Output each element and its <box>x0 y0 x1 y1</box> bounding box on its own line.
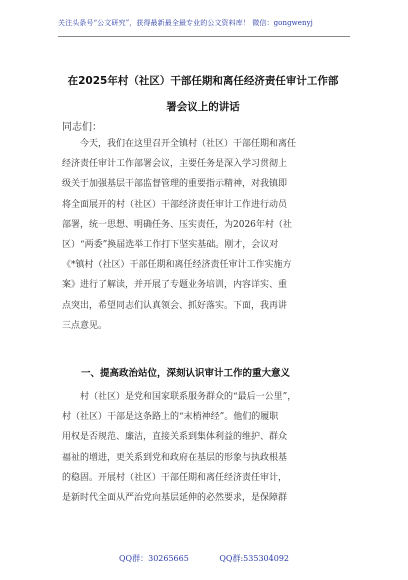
paragraph-line: 今天，我们在这里召开全镇村（社区）干部任期和离任 <box>62 139 297 149</box>
paragraph-line: 案》进行了解读，并开展了专题业务培训，内容详实、重 <box>62 280 288 291</box>
paragraph-line: 经济责任审计工作部署会议，主要任务是深入学习贯彻上 <box>62 159 288 170</box>
section-heading-1: 一、提高政治站位，深刻认识审计工作的重大意义 <box>62 368 291 379</box>
header-divider <box>58 36 350 37</box>
paragraph-line: 点突出，希望同志们认真领会、抓好落实。下面，我再讲 <box>62 300 288 311</box>
document-title <box>62 68 344 120</box>
paragraph-line: 福祉的增进，更关系到党和政府在基层的形象与执政根基 <box>62 452 288 463</box>
title-line-1: 在2025年村（社区）干部任期和离任经济责任审计工作部 <box>67 75 339 87</box>
paragraph-2 <box>62 387 350 508</box>
paragraph-line: 村（社区）干部是这条路上的“末梢神经”。他们的履职 <box>62 412 279 423</box>
paragraph-line: 用权是否规范、廉洁，直接关系到集体利益的维护、群众 <box>62 432 288 443</box>
paragraph-line: 部署，统一思想、明确任务、压实责任，为2026年村（社 <box>62 219 292 230</box>
header-promo-text: 关注头条号“公文研究”，获得最新最全最专业的公文资料库！ 微信：gongwenyj <box>58 19 313 27</box>
paragraph-line: 三点意见。 <box>62 320 108 331</box>
paragraph-line: 区）“两委”换届选举工作打下坚实基础。刚才，会议对 <box>62 240 279 251</box>
paragraph-1 <box>62 134 350 336</box>
paragraph-line: 级关于加强基层干部监督管理的重要指示精神，对我镇即 <box>62 179 288 190</box>
paragraph-line: 《*镇村（社区）干部任期和离任经济责任审计工作实施方 <box>62 260 292 271</box>
footer <box>0 553 408 564</box>
paragraph-line: 将全面展开的村（社区）干部经济责任审计工作进行动员 <box>62 199 288 210</box>
salutation: 同志们： <box>62 122 102 133</box>
footer-qq-group-1: QQ群：30265665 <box>118 554 189 563</box>
paragraph-line: 是新时代全面从严治党向基层延伸的必然要求，是保障群 <box>62 493 288 504</box>
paragraph-line: 的稳固。开展村（社区）干部任期和离任经济责任审计， <box>62 472 288 483</box>
footer-qq-group-2: QQ群:535304092 <box>219 554 289 563</box>
paragraph-line: 村（社区）是党和国家联系服务群众的“最后一公里”， <box>62 392 297 402</box>
title-line-2: 署会议上的讲话 <box>166 101 240 113</box>
